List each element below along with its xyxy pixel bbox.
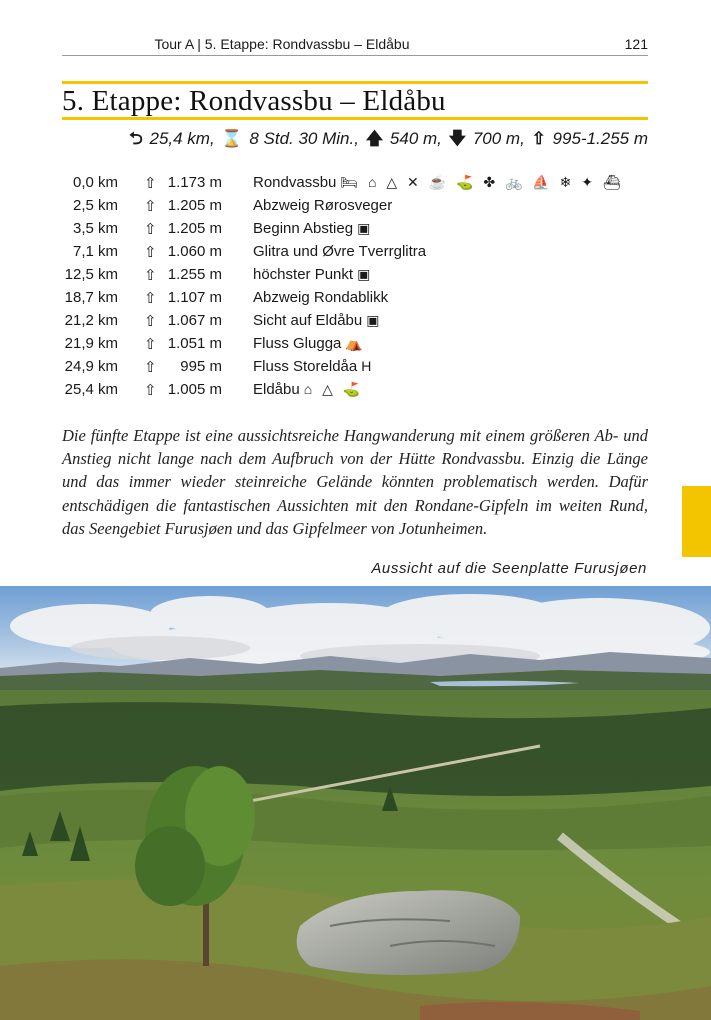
waypoint-name: Fluss Storeldåa xyxy=(253,358,358,375)
waypoint-altitude: 995 m xyxy=(180,358,222,375)
page-title: 5. Etappe: Rondvassbu – Eldåbu xyxy=(62,85,446,117)
waypoint-name: Fluss Glugga xyxy=(253,335,342,352)
altitude-arrow-icon: ⇧ xyxy=(144,244,157,261)
altitude-arrow-icon: ⇧ xyxy=(144,267,157,284)
waypoint-name: Glitra und Øvre Tverrglitra xyxy=(253,243,427,260)
waypoint-row xyxy=(62,289,652,311)
waypoint-altitude: 1.107 m xyxy=(167,289,222,306)
waypoint-altitude: 1.205 m xyxy=(167,197,222,214)
waypoint-km: 24,9 km xyxy=(64,358,118,375)
waypoint-km: 7,1 km xyxy=(72,243,118,260)
altitude-arrow-icon: ⇧ xyxy=(144,313,157,330)
stage-stats xyxy=(127,126,648,155)
facility-icons: ⌂ △ ⛳ xyxy=(303,381,364,397)
waypoint-name: Abzweig Rondablikk xyxy=(253,289,389,306)
waypoint-name: Beginn Abstieg xyxy=(253,220,354,237)
waypoint-row xyxy=(62,197,652,219)
waypoint-row xyxy=(62,335,652,357)
outline-up-arrow-icon: ⇧ xyxy=(531,129,546,148)
waypoint-name: höchster Punkt xyxy=(253,266,354,283)
waypoint-row xyxy=(62,220,652,242)
altitude-arrow-icon: ⇧ xyxy=(144,198,157,215)
arrow-down-icon: 🡇 xyxy=(448,129,467,148)
stage-description: Die fünfte Etappe ist eine aussichtsreiche Hangwanderung mit einem größeren Ab- und Anstieg nicht lange nach dem Aufbruch von der Hütte Rondvassbu. Einzig die Länge und das immer wieder steinreiche Gelände könnten problematisch werden. Dafür entschädigen die fantastischen Aussichten mit den Rondane-Gipfeln im weiten Rund, das Seengebiet Furusjøen und das Gipfelmeer von Jotunheimen. xyxy=(62,426,648,538)
header-divider xyxy=(62,55,648,56)
waypoint-km: 25,4 km xyxy=(64,381,118,398)
waypoint-altitude: 1.060 m xyxy=(167,243,222,260)
altitude-arrow-icon: ⇧ xyxy=(144,359,157,376)
facility-icons: H xyxy=(361,358,375,374)
photo-caption: Aussicht auf die Seenplatte Furusjøen xyxy=(371,560,647,577)
facility-icons: ⛺ xyxy=(345,335,366,351)
stat-descent: 700 m, xyxy=(472,129,525,148)
altitude-arrow-icon: ⇧ xyxy=(144,221,157,238)
facility-icons: ▣ xyxy=(357,220,374,236)
waypoint-name: Eldåbu xyxy=(253,381,300,398)
waypoint-row xyxy=(62,381,652,403)
altitude-arrow-icon: ⇧ xyxy=(144,336,157,353)
stat-altitude-range: 995-1.255 m xyxy=(552,129,648,148)
stat-time: 8 Std. 30 Min., xyxy=(249,129,359,148)
waypoint-row xyxy=(62,358,652,380)
title-rule-bottom xyxy=(62,117,648,120)
landscape-photo xyxy=(0,586,711,1020)
waypoint-row xyxy=(62,266,652,288)
return-arrow-icon: ⮌ xyxy=(129,129,143,148)
chapter-tab-marker xyxy=(682,486,711,557)
stat-distance: 25,4 km, xyxy=(149,129,215,148)
facility-icons: ▣ xyxy=(366,312,383,328)
waypoint-km: 3,5 km xyxy=(72,220,118,237)
waypoint-altitude: 1.173 m xyxy=(167,174,222,191)
running-title: Tour A | 5. Etappe: Rondvassbu – Eldåbu xyxy=(154,36,410,52)
waypoint-km: 2,5 km xyxy=(72,197,118,214)
stat-ascent: 540 m, xyxy=(389,129,442,148)
facility-icons: ▣ xyxy=(357,266,374,282)
waypoint-altitude: 1.255 m xyxy=(167,266,222,283)
running-header xyxy=(62,36,648,56)
waypoint-km: 21,9 km xyxy=(64,335,118,352)
title-rule-top xyxy=(62,81,648,84)
waypoint-altitude: 1.005 m xyxy=(167,381,222,398)
page-number: 121 xyxy=(624,36,648,52)
waypoint-row xyxy=(62,243,652,265)
waypoint-altitude: 1.205 m xyxy=(167,220,222,237)
hourglass-icon: ⌛ xyxy=(221,129,243,148)
arrow-up-icon: 🡅 xyxy=(365,129,384,148)
waypoint-altitude: 1.051 m xyxy=(167,335,222,352)
waypoint-row xyxy=(62,312,652,334)
waypoint-name: Sicht auf Eldåbu xyxy=(253,312,363,329)
waypoint-altitude: 1.067 m xyxy=(167,312,222,329)
waypoint-name: Abzweig Rørosveger xyxy=(253,197,393,214)
altitude-arrow-icon: ⇧ xyxy=(144,290,157,307)
waypoint-km: 12,5 km xyxy=(64,266,118,283)
facility-icons: 🛏 ⌂ △ ✕ ☕ ⛳ ✤ 🚲 ⛵ ❄ ✦ ⛴ xyxy=(340,174,624,190)
altitude-arrow-icon: ⇧ xyxy=(144,382,157,399)
waypoint-km: 21,2 km xyxy=(64,312,118,329)
waypoint-km: 0,0 km xyxy=(72,174,118,191)
waypoint-km: 18,7 km xyxy=(64,289,118,306)
waypoint-name: Rondvassbu xyxy=(253,174,337,191)
waypoint-row xyxy=(62,174,652,196)
altitude-arrow-icon: ⇧ xyxy=(144,175,157,192)
